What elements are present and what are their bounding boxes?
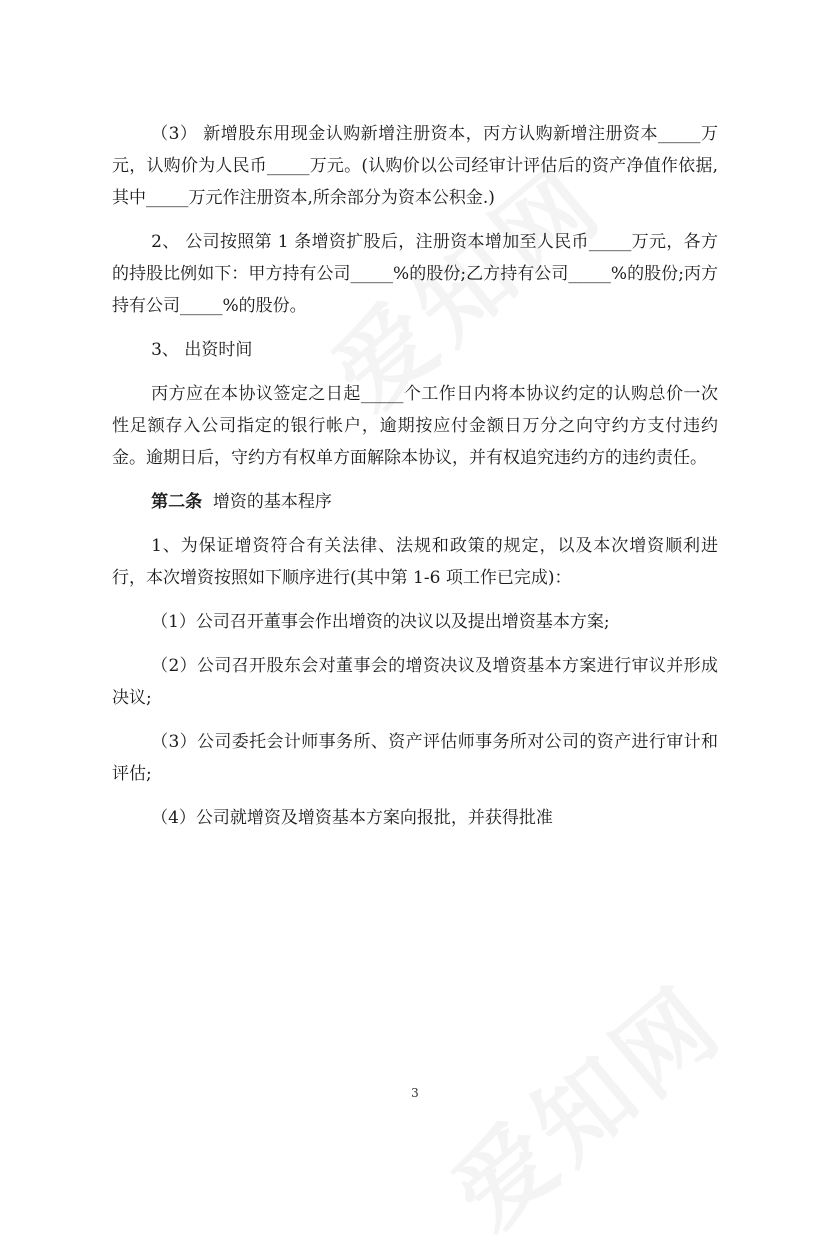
paragraph-payment-terms: 丙方应在本协议签定之日起_____个工作日内将本协议约定的认购总价一次性足额存入公司指定的银行帐户，逾期按应付金额日万分之向守约方支付违约金。逾期日后，守约方有权单方面解除本协议，并有权追究违约方的违约责任。: [112, 384, 718, 468]
list-item-step-1: （1）公司召开董事会作出增资的决议以及提出增资基本方案;: [151, 612, 610, 632]
paragraph-shareholding: 2、 公司按照第 1 条增资扩股后，注册资本增加至人民币_____万元，各方的持股比例如下：甲方持有公司_____%的股份;乙方持有公司_____%的股份;丙方持有公司_____%的股份。: [112, 232, 718, 316]
list-item-step-3: （3）公司委托会计师事务所、资产评估师事务所对公司的资产进行审计和评估;: [112, 732, 718, 784]
article-heading: [112, 486, 718, 518]
document-body: [112, 118, 718, 834]
page-number: 3: [411, 1086, 419, 1100]
article-title: 增资的基本程序: [212, 492, 332, 512]
article-number: 第二条: [151, 492, 203, 512]
list-item-step-2: （2）公司召开股东会对董事会的增资决议及增资基本方案进行审议并形成决议;: [112, 656, 718, 708]
paragraph-heading-payment-time: 3、 出资时间: [151, 340, 253, 360]
list-item-step-4: （4）公司就增资及增资基本方案向报批，并获得批准: [151, 808, 553, 828]
paragraph-subscription: （3） 新增股东用现金认购新增注册资本，丙方认购新增注册资本_____万元，认购价为人民币_____万元。(认购价以公司经审计评估后的资产净值作依据,其中_____万元作注册资本,所余部分为资本公积金.): [112, 124, 718, 208]
watermark-bottom: [420, 949, 747, 1254]
paragraph-procedure-intro: 1、为保证增资符合有关法律、法规和政策的规定，以及本次增资顺利进行，本次增资按照如下顺序进行(其中第 1-6 项工作已完成)：: [112, 536, 718, 588]
